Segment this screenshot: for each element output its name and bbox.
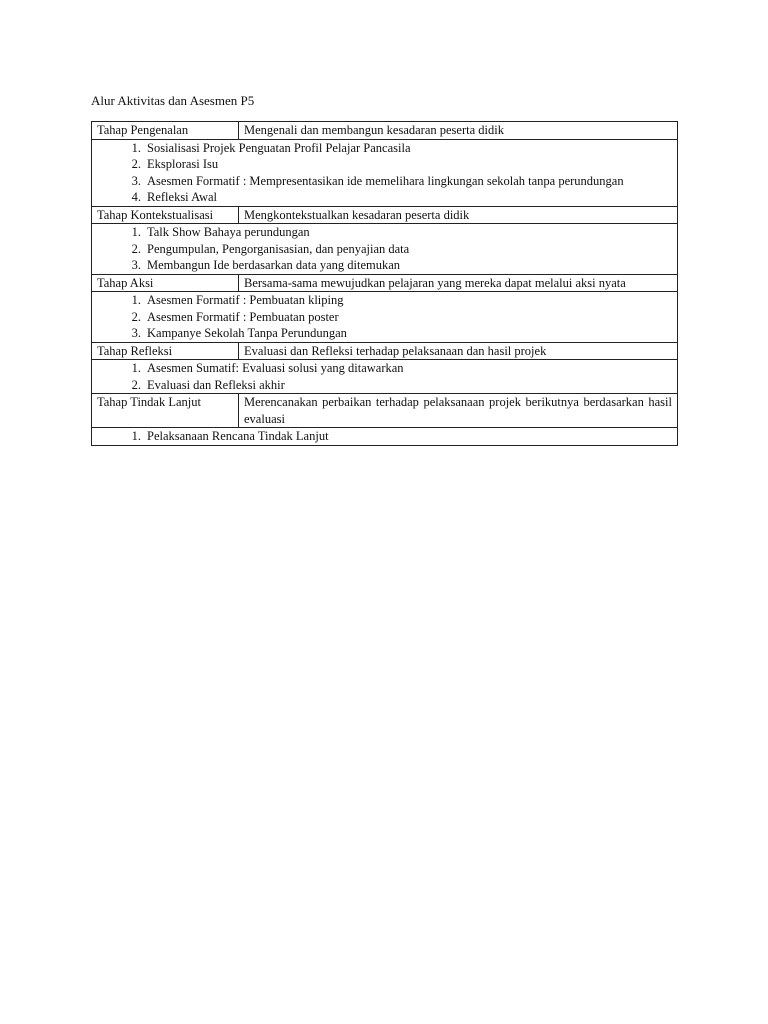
item-number: 1. <box>131 140 141 155</box>
item-text: Pengumpulan, Pengorganisasian, dan penyajian data <box>147 241 410 256</box>
stage-items-cell <box>92 139 678 206</box>
list-item <box>97 224 672 241</box>
item-text: Eksplorasi Isu <box>147 157 219 171</box>
stage-items-row <box>92 139 678 206</box>
item-text: Refleksi Awal <box>147 190 218 204</box>
stage-header-row <box>92 122 678 140</box>
stage-header-row <box>92 274 678 292</box>
stage-item-list <box>97 140 672 206</box>
stage-description: Mengkontekstualkan kesadaran peserta didik <box>239 206 678 224</box>
list-item <box>97 325 672 342</box>
stage-items-cell <box>92 428 678 446</box>
document-title: Alur Aktivitas dan Asesmen P5 <box>91 93 255 108</box>
item-number: 3. <box>131 173 141 188</box>
item-text: Asesmen Formatif : Pembuatan poster <box>147 309 339 324</box>
item-number: 2. <box>131 377 141 392</box>
list-item <box>97 309 672 326</box>
item-text: Sosialisasi Projek Penguatan Profil Pelajar Pancasila <box>147 140 411 155</box>
item-text: Asesmen Sumatif: Evaluasi solusi yang ditawarkan <box>147 361 404 375</box>
item-number: 2. <box>131 157 141 171</box>
item-number: 1. <box>131 429 141 443</box>
list-item <box>97 156 672 173</box>
item-text: Talk Show Bahaya perundungan <box>147 225 310 239</box>
stage-name: Tahap Aksi <box>92 274 239 292</box>
item-number: 2. <box>131 309 141 324</box>
list-item <box>97 257 672 274</box>
item-number: 3. <box>131 326 141 340</box>
list-item <box>97 241 672 258</box>
list-item <box>97 292 672 309</box>
list-item <box>97 377 672 394</box>
item-number: 2. <box>131 241 141 256</box>
stage-item-list <box>97 224 672 274</box>
stage-header-row <box>92 206 678 224</box>
stage-items-row <box>92 292 678 343</box>
stage-header-row <box>92 342 678 360</box>
stage-items-cell <box>92 224 678 275</box>
stage-description: Evaluasi dan Refleksi terhadap pelaksanaan dan hasil projek <box>239 342 678 360</box>
item-text: Pelaksanaan Rencana Tindak Lanjut <box>147 429 329 443</box>
stage-name: Tahap Kontekstualisasi <box>92 206 239 224</box>
stage-name: Tahap Refleksi <box>92 342 239 360</box>
stage-header-row <box>92 394 678 428</box>
stage-description: Bersama-sama mewujudkan pelajaran yang mereka dapat melalui aksi nyata <box>239 274 678 292</box>
item-number: 4. <box>131 190 141 204</box>
stage-item-list <box>97 360 672 393</box>
stage-items-row <box>92 360 678 394</box>
item-text: Kampanye Sekolah Tanpa Perundungan <box>147 326 347 340</box>
list-item <box>97 173 672 190</box>
stage-item-list <box>97 428 672 445</box>
stage-items-cell <box>92 360 678 394</box>
item-number: 1. <box>131 361 141 375</box>
item-text: Asesmen Formatif : Mempresentasikan ide memelihara lingkungan sekolah tanpa perundungan <box>147 173 624 188</box>
stage-description: Mengenali dan membangun kesadaran peserta didik <box>239 122 678 140</box>
item-number: 1. <box>131 225 141 239</box>
activity-flow-table <box>91 121 678 446</box>
stage-name: Tahap Tindak Lanjut <box>92 394 239 428</box>
stage-name: Tahap Pengenalan <box>92 122 239 140</box>
item-text: Asesmen Formatif : Pembuatan kliping <box>147 293 344 307</box>
item-text: Membangun Ide berdasarkan data yang ditemukan <box>147 258 401 272</box>
item-text: Evaluasi dan Refleksi akhir <box>147 377 285 392</box>
list-item <box>97 140 672 157</box>
stage-items-row <box>92 224 678 275</box>
stage-items-row <box>92 428 678 446</box>
list-item <box>97 428 672 445</box>
item-number: 1. <box>131 293 141 307</box>
stage-item-list <box>97 292 672 342</box>
stage-items-cell <box>92 292 678 343</box>
list-item <box>97 360 672 377</box>
item-number: 3. <box>131 258 141 272</box>
stage-description: Merencanakan perbaikan terhadap pelaksanaan projek berikutnya berdasarkan hasil evaluasi <box>239 394 678 428</box>
list-item <box>97 189 672 206</box>
